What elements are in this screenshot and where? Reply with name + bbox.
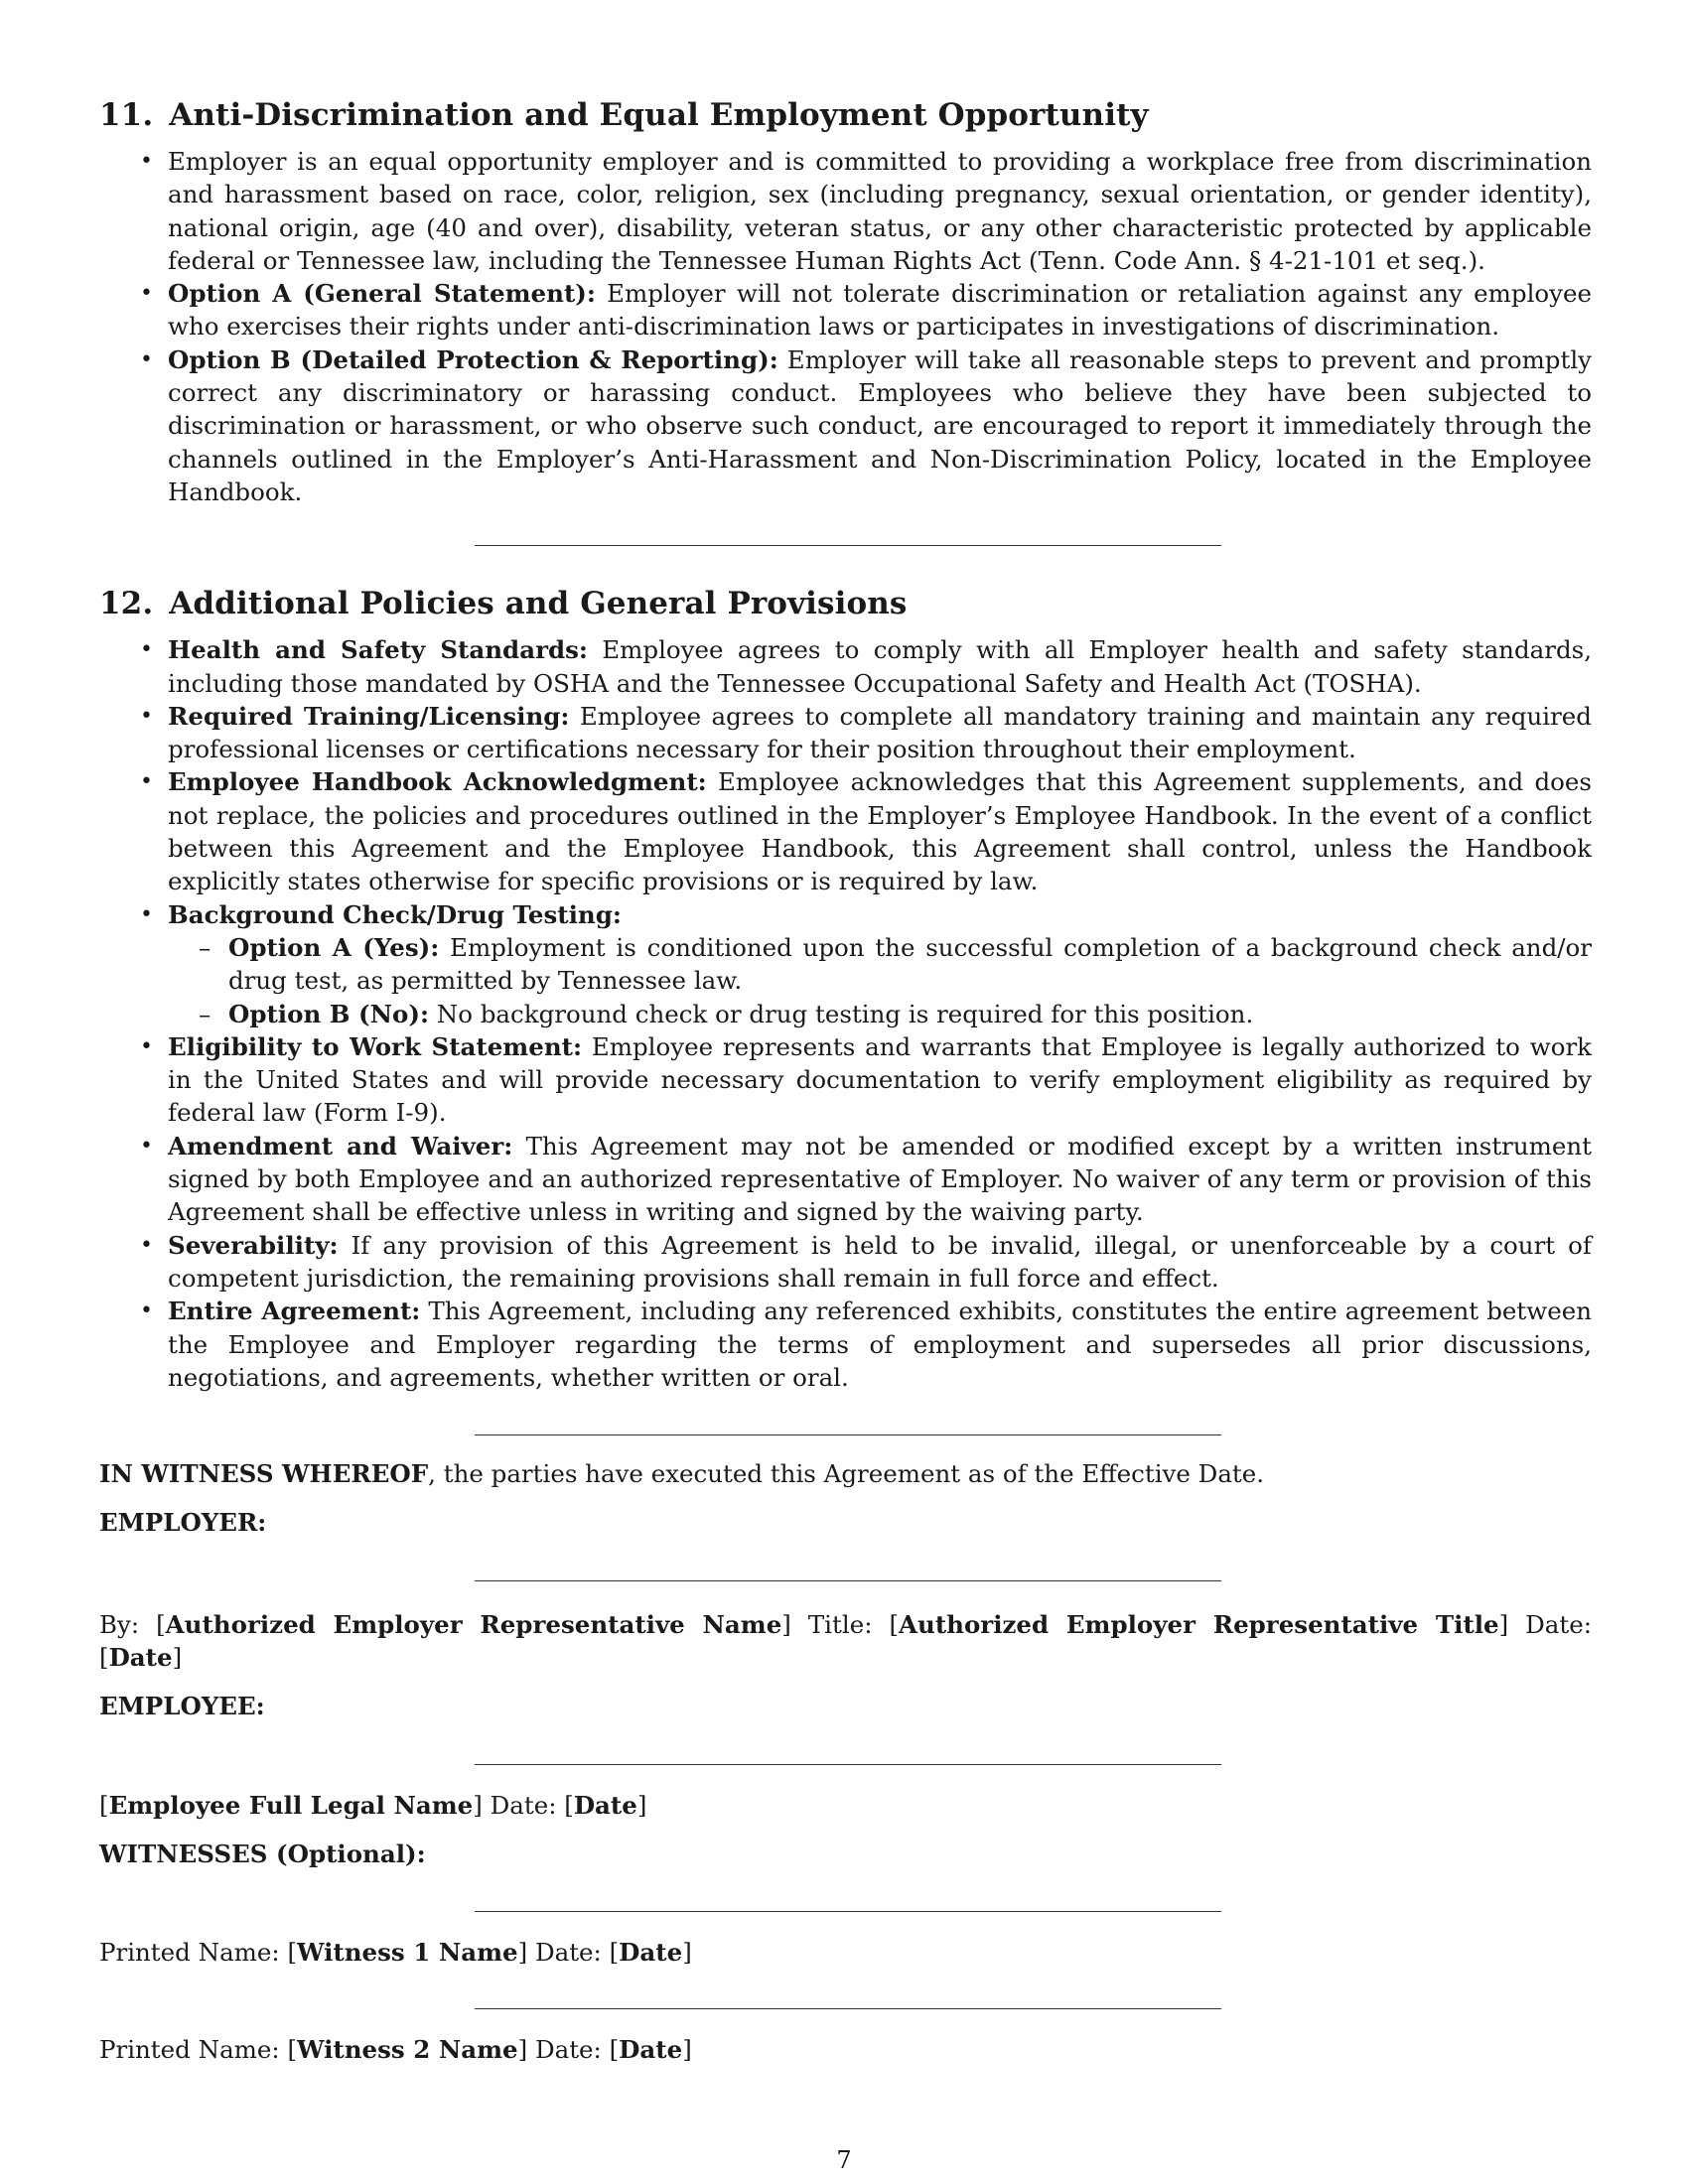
printed-name-label: Printed Name: xyxy=(99,1938,288,1968)
divider xyxy=(475,545,1221,546)
list-item xyxy=(99,343,1592,508)
employer-rep-title: Authorized Employer Representative Title xyxy=(899,1609,1499,1639)
list-item xyxy=(99,1030,1592,1130)
item-text: Employer will not tolerate discrimination or retaliation against any employee who exercises their rights under anti-discrimination laws or participates in investigations of discrimination. xyxy=(168,279,1592,341)
list-item xyxy=(99,145,1592,277)
witnesses-heading xyxy=(99,1838,1592,1870)
item-text: Employer will take all reasonable steps to prevent and promptly correct any discriminatory or harassing conduct. Employees who believe they have been subjected to discrimination or harassment, or who observe such conduct, are encouraged to report it immediately through the channels outlined in the Employer’s Anti-Harassment and Non-Discrimination Policy, located in the Employee Handbook. xyxy=(168,344,1593,506)
item-lead: Option A (General Statement): xyxy=(168,279,596,309)
section-11-heading xyxy=(99,95,1592,135)
date-placeholder: Date xyxy=(108,1642,173,1672)
witness-1-name: Witness 1 Name xyxy=(297,1938,518,1968)
witness-text: , the parties have executed this Agreement as of the Effective Date. xyxy=(428,1459,1265,1489)
item-lead: Entire Agreement: xyxy=(168,1297,421,1326)
item-text: Employee agrees to comply with all Employer health and safety standards, including those mandated by OSHA and the Tennessee Occupational Safety and Health Act (TOSHA). xyxy=(168,635,1593,698)
witness-2-block: Printed Name: [Witness 2 Name] Date: [Date] xyxy=(99,2035,692,2065)
witness-1-block: Printed Name: [Witness 1 Name] Date: [Date] xyxy=(99,1938,692,1968)
employer-heading-text: EMPLOYER: xyxy=(99,1508,267,1538)
employer-rep-name: Authorized Employer Representative Name xyxy=(165,1609,782,1639)
witness-clause xyxy=(99,1457,1592,1490)
item-text: Employer is an equal opportunity employer and is committed to providing a workplace free from discrimination and harassment based on race, color, religion, sex (including pregnancy, sexual orientation, or gender identity), national origin, age (40 and over), disability, veteran status, or any other characteristic protected by applicable federal or Tennessee law, including the Tennessee Human Rights Act (Tenn. Code Ann. § 4-21-101 et seq.). xyxy=(168,147,1592,275)
item-lead: Option B (No): xyxy=(228,999,429,1028)
list-item xyxy=(99,277,1592,343)
section-12-number: 12. xyxy=(99,586,154,622)
section-11-number: 11. xyxy=(99,97,154,133)
sub-list-item xyxy=(168,998,1592,1030)
item-lead: Option B (Detailed Protection & Reporting): xyxy=(168,344,778,374)
item-lead: Severability: xyxy=(168,1230,339,1260)
item-lead: Amendment and Waiver: xyxy=(168,1131,513,1160)
list-item xyxy=(99,700,1592,766)
section-12-title: Additional Policies and General Provisions xyxy=(169,586,908,622)
list-item xyxy=(99,633,1592,700)
item-lead: Health and Safety Standards: xyxy=(168,635,588,665)
item-text: Employee represents and warrants that Employee is legally authorized to work in the United States and will provide necessary documentation to verify employment eligibility as required by federal law (Form I-9). xyxy=(168,1031,1592,1128)
item-text: Employment is conditioned upon the successful completion of a background check and/or drug test, as permitted by Tennessee law. xyxy=(228,932,1592,996)
list-item xyxy=(99,898,1592,1030)
date-label: Date: xyxy=(1508,1609,1593,1639)
list-item xyxy=(99,1295,1592,1394)
witness-2-signature-line xyxy=(475,2008,1221,2009)
item-lead: Eligibility to Work Statement: xyxy=(168,1031,582,1061)
item-text: Employee acknowledges that this Agreement supplements, and does not replace, the policies and procedures outlined in the Employer’s Employee Handbook. In the event of a conflict between this Agreement and the Employee Handbook, this Agreement shall control, unless the Handbook explicitly states otherwise for specific provisions or is required by law. xyxy=(168,767,1592,896)
item-lead: Background Check/Drug Testing: xyxy=(168,899,622,929)
item-lead: Option A (Yes): xyxy=(228,932,440,962)
item-lead: Employee Handbook Acknowledgment: xyxy=(168,767,707,797)
employee-name: Employee Full Legal Name xyxy=(108,1790,474,1820)
employer-heading xyxy=(99,1506,1592,1539)
witness-1-signature-line xyxy=(475,1911,1221,1912)
date-placeholder: Date xyxy=(619,2035,683,2065)
printed-name-label: Printed Name: xyxy=(99,2035,288,2065)
divider xyxy=(475,1434,1221,1435)
title-label: Title: xyxy=(790,1609,890,1639)
item-text: This Agreement, including any referenced exhibits, constitutes the entire agreement between the Employee and Employer regarding the terms of employment and supersedes all prior discussions, negotiations, and agreements, whether written or oral. xyxy=(168,1297,1592,1392)
item-lead: Required Training/Licensing: xyxy=(168,701,570,731)
by-label: By: xyxy=(99,1609,157,1639)
date-placeholder: Date xyxy=(619,1938,683,1968)
employee-signature-line xyxy=(475,1764,1221,1765)
list-item xyxy=(99,1130,1592,1229)
date-label: Date: xyxy=(482,1790,565,1820)
employer-signature-line xyxy=(475,1580,1221,1581)
item-text: This Agreement may not be amended or modified except by a written instrument signed by both Employee and an authorized representative of Employer. No waiver of any term or provision of this Agreement shall be effective unless in writing and signed by the waiving party. xyxy=(168,1131,1593,1227)
employee-signature-block: [Employee Full Legal Name] Date: [Date] xyxy=(99,1790,647,1820)
section-12-heading xyxy=(99,584,1592,623)
sub-list-item xyxy=(168,931,1592,998)
item-text: Employee agrees to complete all mandatory training and maintain any required professional licenses or certifications necessary for their position throughout their employment. xyxy=(168,701,1592,764)
document-page xyxy=(99,95,1592,2067)
list-item xyxy=(99,765,1592,897)
item-text: No background check or drug testing is required for this position. xyxy=(428,999,1254,1028)
employer-signature-block: By: [Authorized Employer Representative Name] Title: [Authorized Employer Representative Title] Date: [Date] xyxy=(99,1609,1593,1672)
witness-lead: IN WITNESS WHEREOF xyxy=(99,1459,429,1489)
section-11-title: Anti-Discrimination and Equal Employment Opportunity xyxy=(169,97,1149,133)
date-label: Date: xyxy=(527,2035,610,2065)
section-11-list xyxy=(99,145,1592,508)
page-number: 7 xyxy=(836,2146,852,2174)
witnesses-heading-text: WITNESSES (Optional): xyxy=(99,1839,426,1868)
background-options xyxy=(168,931,1592,1030)
employee-heading-text: EMPLOYEE: xyxy=(99,1692,265,1721)
date-placeholder: Date xyxy=(573,1790,637,1820)
list-item xyxy=(99,1229,1592,1296)
witness-2-name: Witness 2 Name xyxy=(297,2035,518,2065)
date-label: Date: xyxy=(527,1938,610,1968)
employee-heading xyxy=(99,1690,1592,1722)
section-12-list xyxy=(99,633,1592,1394)
item-text: If any provision of this Agreement is held to be invalid, illegal, or unenforceable by a court of competent jurisdiction, the remaining provisions shall remain in full force and effect. xyxy=(168,1230,1592,1293)
